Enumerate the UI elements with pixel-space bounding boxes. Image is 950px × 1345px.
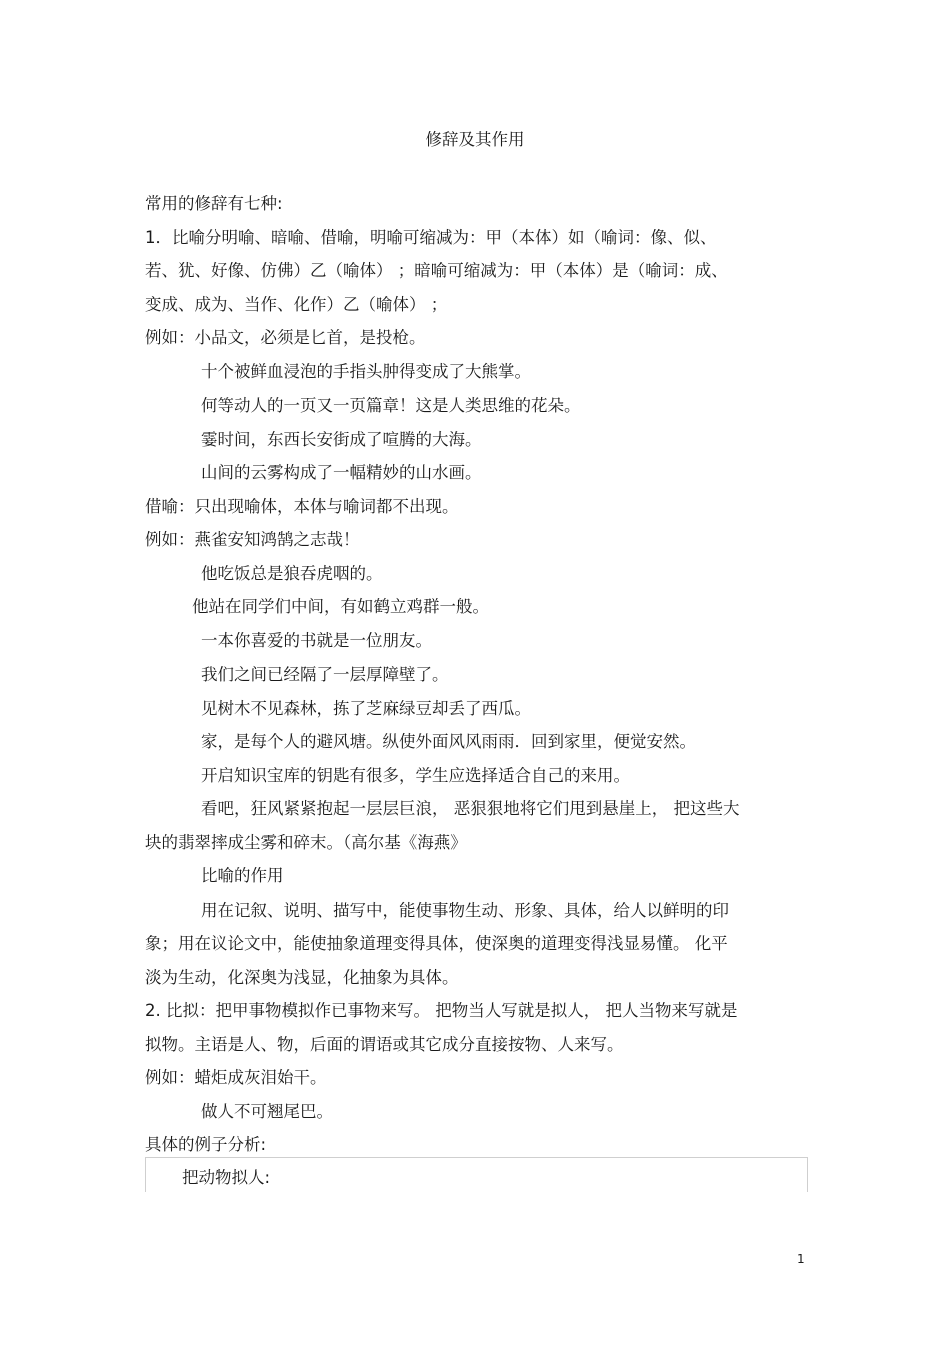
text-line: 变成、成为、当作、化作）乙（喻体） ； [145,295,448,314]
text-line: 若、犹、好像、仿佛）乙（喻体） ；暗喻可缩减为：甲（本体）是（喻词：成、 [145,261,728,280]
text-line: 一本你喜爱的书就是一位朋友。 [201,631,432,650]
text-line: 霎时间，东西长安街成了喧腾的大海。 [201,430,482,449]
text-line: 看吧，狂风紧紧抱起一层层巨浪， 恶狠狠地将它们甩到悬崖上， 把这些大 [201,799,740,818]
text-line: 他站在同学们中间，有如鹤立鸡群一般。 [192,597,489,616]
text-line: 家，是每个人的避风塘。纵使外面风风雨雨．回到家里，便觉安然。 [201,732,696,751]
text-line: 山间的云雾构成了一幅精妙的山水画。 [201,463,482,482]
text-line: 他吃饭总是狼吞虎咽的。 [201,564,383,583]
text-line: 2. 比拟：把甲事物模拟作已事物来写。 把物当人写就是拟人， 把人当物来写就是 [145,1001,738,1020]
text-line: 借喻：只出现喻体，本体与喻词都不出现。 [145,497,459,516]
text-line: 象；用在议论文中，能使抽象道理变得具体，使深奥的道理变得浅显易懂。 化平 [145,934,728,953]
text-line: 何等动人的一页又一页篇章！这是人类思维的花朵。 [201,396,581,415]
text-line: 例如：蜡炬成灰泪始干。 [145,1068,327,1087]
page-number: 1 [797,1252,805,1266]
table-cell-text: 把动物拟人: [182,1168,271,1187]
text-line: 例如：小品文，必须是匕首，是投枪。 [145,328,426,347]
text-line: 比喻的作用 [201,866,284,885]
table-cell [145,1157,808,1192]
text-line: 具体的例子分析: [145,1135,267,1154]
text-line: 开启知识宝库的钥匙有很多，学生应选择适合自己的来用。 [201,766,630,785]
text-line: 我们之间已经隔了一层厚障壁了。 [201,665,449,684]
text-line: 常用的修辞有七种: [145,194,283,213]
text-line: 1．比喻分明喻、暗喻、借喻，明喻可缩减为：甲（本体）如（喻词：像、似、 [145,228,717,247]
text-line: 用在记叙、说明、描写中，能使事物生动、形象、具体，给人以鲜明的印 [201,901,729,920]
text-line: 例如：燕雀安知鸿鹄之志哉！ [145,530,360,549]
text-line: 拟物。主语是人、物，后面的谓语或其它成分直接按物、人来写。 [145,1035,624,1054]
text-line: 块的翡翠摔成尘雾和碎末。（高尔基《海燕》 [145,833,467,852]
text-line: 见树木不见森林，拣了芝麻绿豆却丢了西瓜。 [201,699,531,718]
text-line: 十个被鲜血浸泡的手指头肿得变成了大熊掌。 [201,362,531,381]
page-title: 修辞及其作用 [425,130,525,149]
text-line: 淡为生动，化深奥为浅显，化抽象为具体。 [145,968,459,987]
text-line: 做人不可翘尾巴。 [201,1102,333,1121]
